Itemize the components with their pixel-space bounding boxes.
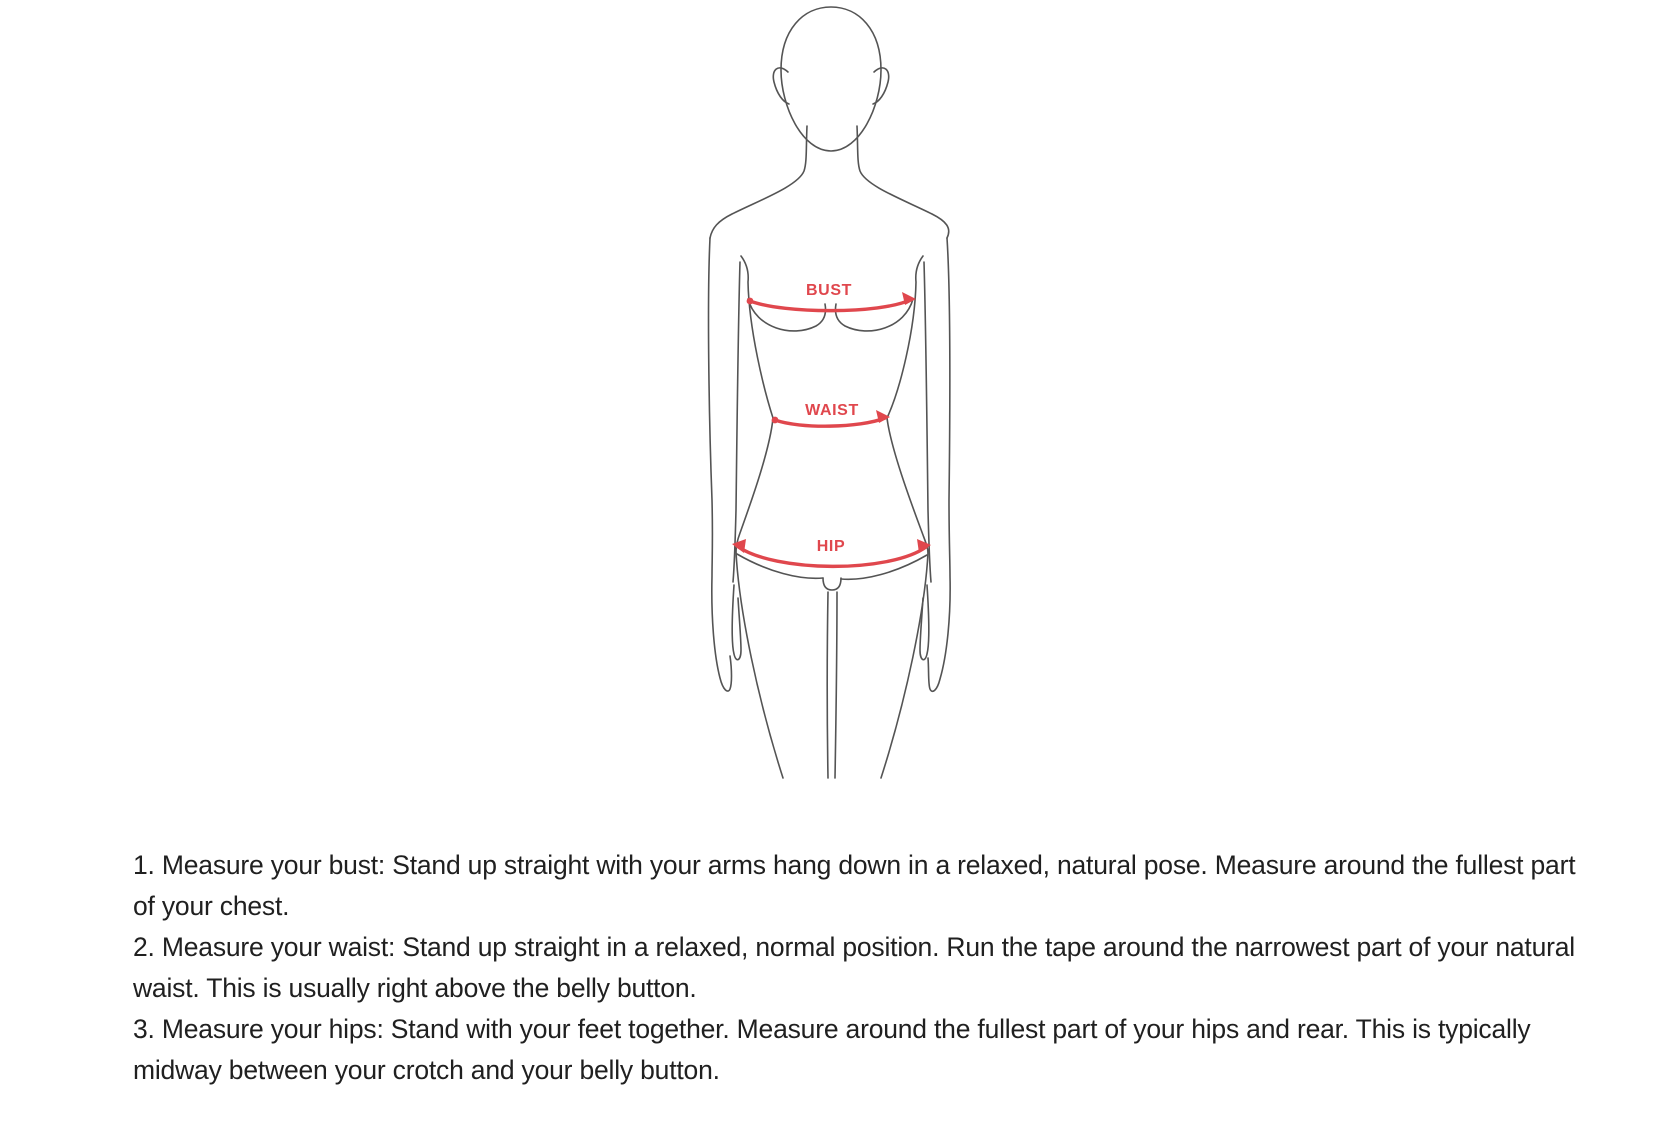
measurement-instructions — [133, 845, 1595, 1091]
bust-measure-line — [750, 300, 910, 311]
measurement-markers — [732, 282, 931, 555]
left-arm-outer — [709, 238, 732, 691]
instruction-item-hips: 3. Measure your hips: Stand with your feet together. Measure around the fullest part of your hips and rear. This is typically midway between your crotch and your belly button. — [133, 1014, 1531, 1085]
left-torso-side — [741, 256, 773, 418]
crotch-curve — [823, 578, 841, 590]
right-leg-inner — [835, 592, 837, 778]
right-arm-outer — [928, 238, 950, 691]
waist-line-start-dot — [772, 417, 779, 424]
right-torso-side — [887, 256, 923, 418]
body-measurement-figure-svg — [620, 0, 960, 790]
body-outline — [709, 7, 951, 778]
left-neck-shoulder — [710, 126, 807, 238]
head-outline — [781, 7, 881, 151]
right-leg-outer — [881, 553, 928, 778]
left-leg-inner — [827, 592, 828, 778]
measurement-lines — [737, 300, 926, 566]
left-waist-hip — [736, 418, 773, 552]
waist-measure-line — [775, 418, 885, 426]
measurement-diagram — [620, 0, 960, 790]
right-waist-hip — [887, 418, 928, 553]
bust-line-start-dot — [747, 298, 754, 305]
hip-label: HIP — [816, 538, 846, 555]
waist-label: WAIST — [805, 402, 859, 419]
right-neck-shoulder — [857, 126, 949, 238]
instruction-item-waist: 2. Measure your waist: Stand up straight in a relaxed, normal position. Run the tape around the narrowest part of your natural waist. This is usually right above the belly button. — [133, 932, 1575, 1003]
right-arm-inner — [924, 262, 931, 582]
left-leg-outer — [736, 552, 783, 778]
instruction-item-bust: 1. Measure your bust: Stand up straight with your arms hang down in a relaxed, natural pose. Measure around the fullest part of your chest. — [133, 850, 1576, 921]
bust-label: BUST — [806, 282, 852, 299]
